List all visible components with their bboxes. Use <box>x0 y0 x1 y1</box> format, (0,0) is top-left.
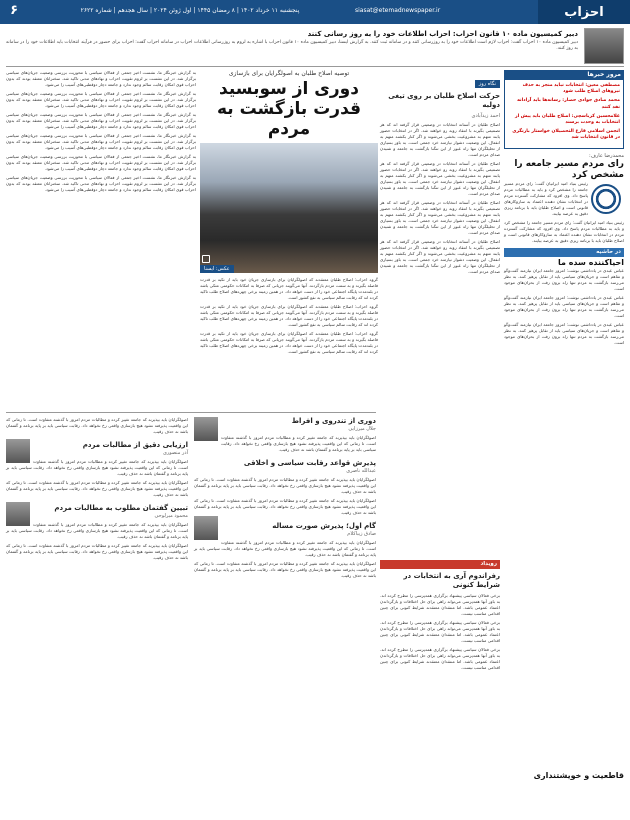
date-line: پنجشنبه ۱۱ خرداد ۱۴۰۲ | ۸ رمضان ۱۴۴۵ | اول ژوئن ۲۰۲۴ | سال هجدهم | شماره ۲۶۲۲ <box>80 7 300 14</box>
opinion-body: اصولگرایان باید بپذیرند که جامعه تغییر کرده و مطالبات مردم امروز با گذشته متفاوت است. تا زمانی که این واقعیت پذیرفته نشود هیچ بازسازی واقعی رخ نخواهد داد. رقابت سیاسی باید بر پایه برنامه و گفتمان باشد نه حذف رقیب. <box>194 498 376 515</box>
news-item[interactable]: غلامحسین کرباسچی: اصلاح طلبان باید پیش از انتخابات به وحدت برسند <box>514 113 620 126</box>
left-body: به گزارش خبرنگار ما، نشست اخیر جمعی از فعالان سیاسی با محوریت بررسی وضعیت جریان‌های سیاسی برگزار شد. در این نشست بر لزوم تقویت احزاب و نهادهای مدنی تاکید شد. سخنرانان معتقد بودند که بدون احزاب قوی امکان رقابت سالم وجود ندارد و جامعه دچار دوقطبی‌های آسیب زا می‌شود. <box>6 70 196 87</box>
column-tag: نگاه روز <box>475 80 500 88</box>
article-body: عباس عبدی در یادداشتی نوشت: امروز جامعه ایران نیازمند گفت‌وگو و تفاهم است و جریان‌های سیاسی باید از تقابل پرهیز کنند. به نظر می‌رسد بازگشت به مردم تنها راه برون رفت از بحران‌های موجود است. <box>504 294 624 318</box>
main-super-title: توصیه اصلاح طلبان به اصولگرایان برای بازسازی <box>228 70 350 77</box>
column-title[interactable]: حرکت اصلاح طلبان بر روی تیغی دولبه <box>388 92 500 109</box>
news-box-title: مرور خبرها <box>504 70 624 80</box>
news-item[interactable]: انجمن اسلامی فارغ التحصیلان خواستار بازنگری در قانون انتخابات شد <box>512 129 620 141</box>
opinion-title[interactable]: ارزیابی دقیق از مطالبات مردم <box>82 441 188 449</box>
column-body: اصلاح طلبان در آستانه انتخابات در وضعیتی قرار گرفته اند که هر تصمیمی بگیرند با انتقاد روبه رو خواهند شد. اگر در انتخابات حضور یابند متهم به مشروعیت بخشی می‌شوند و اگر کنار بکشند متهم به انفعال. این وضعیت دشوار نیازمند خرد جمعی است. به باور بسیاری از تحلیلگران تنها راه عبور از این تنگنا بازگشت به جامعه و شنیدن صدای مردم است. <box>380 122 500 157</box>
main-body: گروه احزاب: اصلاح طلبان معتقدند که اصولگرایان برای بازسازی جریان خود باید از تکیه بر قدرت فاصله بگیرند و به سمت مردم بازگردند. آنها می‌گویند جریانی که صرفا به امکانات حکومتی متکی باشد در بلندمدت پایگاه اجتماعی خود را از دست خواهد داد. در همین زمینه برخی چهره‌های اصلاح طلب تاکید کرده اند که رقابت سالم سیاسی به نفع کشور است. <box>199 304 378 327</box>
photo-caption: عکس: ایسنا <box>200 265 234 273</box>
opinion-author: محمود میرلوحی <box>154 513 188 519</box>
opinion-body: اصولگرایان باید بپذیرند که جامعه تغییر کرده و مطالبات مردم امروز با گذشته متفاوت است. تا زمانی که این واقعیت پذیرفته نشود هیچ بازسازی واقعی رخ نخواهد داد. رقابت سیاسی باید بر پایه برنامه و گفتمان باشد نه حذف رقیب. <box>194 477 376 494</box>
main-headline[interactable]: دوری از سوبسید قدرت بازگشت به مردم <box>216 79 362 139</box>
summary-headline: دبیر کمیسیون ماده ۱۰ قانون احزاب: احزاب اطلاعات خود را به روز رسانی کنند <box>307 30 578 38</box>
bottom-article <box>504 770 624 781</box>
article-title[interactable]: احیاکننده سده ما <box>557 257 624 267</box>
opinion-body: اصولگرایان باید بپذیرند که جامعه تغییر کرده و مطالبات مردم امروز با گذشته متفاوت است. تا زمانی که این واقعیت پذیرفته نشود هیچ بازسازی واقعی رخ نخواهد داد. رقابت سیاسی باید بر پایه برنامه و گفتمان باشد نه حذف رقیب. <box>6 480 188 497</box>
opinion-body: اصولگرایان باید بپذیرند که جامعه تغییر کرده و مطالبات مردم امروز با گذشته متفاوت است. تا زمانی که این واقعیت پذیرفته نشود هیچ بازسازی واقعی رخ نخواهد داد. رقابت سیاسی باید بر پایه برنامه و گفتمان باشد نه حذف رقیب. <box>194 561 376 578</box>
column-author: احمد زیدآبادی <box>471 113 500 119</box>
divider <box>6 66 624 67</box>
main-article <box>200 70 378 355</box>
left-column <box>6 70 196 193</box>
opinion-body: اصولگرایان باید بپذیرند که جامعه تغییر کرده و مطالبات مردم امروز با گذشته متفاوت است. تا زمانی که این واقعیت پذیرفته نشود هیچ بازسازی واقعی رخ نخواهد داد. رقابت سیاسی باید بر پایه برنامه و گفتمان باشد نه حذف رقیب. <box>6 417 188 434</box>
author-photo <box>194 417 218 441</box>
opinion-author: صادق زیباکلام <box>347 531 376 537</box>
email-address[interactable]: siasat@etemadnewspaper.ir <box>355 7 441 14</box>
left-body: به گزارش خبرنگار ما، نشست اخیر جمعی از فعالان سیاسی با محوریت بررسی وضعیت جریان‌های سیاسی برگزار شد. در این نشست بر لزوم تقویت احزاب و نهادهای مدنی تاکید شد. سخنرانان معتقد بودند که بدون احزاب قوی امکان رقابت سالم وجود ندارد و جامعه دچار دوقطبی‌های آسیب زا می‌شود. <box>6 133 196 150</box>
column-body: اصلاح طلبان در آستانه انتخابات در وضعیتی قرار گرفته اند که هر تصمیمی بگیرند با انتقاد روبه رو خواهند شد. اگر در انتخابات حضور یابند متهم به مشروعیت بخشی می‌شوند و اگر کنار بکشند متهم به انفعال. این وضعیت دشوار نیازمند خرد جمعی است. به باور بسیاری از تحلیلگران تنها راه عبور از این تنگنا بازگشت به جامعه و شنیدن صدای مردم است. <box>380 239 500 274</box>
event-strip: رویداد <box>380 560 500 569</box>
section-strip: در حاشیه <box>504 248 624 257</box>
opinion-title[interactable]: گام اول؛ پذیرش صورت مساله <box>272 522 376 530</box>
opinion-body: اصولگرایان باید بپذیرند که جامعه تغییر کرده و مطالبات مردم امروز با گذشته متفاوت است. تا زمانی که این واقعیت پذیرفته نشود هیچ بازسازی واقعی رخ نخواهد داد. رقابت سیاسی باید بر پایه برنامه و گفتمان باشد نه حذف رقیب. <box>221 435 376 452</box>
column-body: اصلاح طلبان در آستانه انتخابات در وضعیتی قرار گرفته اند که هر تصمیمی بگیرند با انتقاد روبه رو خواهند شد. اگر در انتخابات حضور یابند متهم به مشروعیت بخشی می‌شوند و اگر کنار بکشند متهم به انفعال. این وضعیت دشوار نیازمند خرد جمعی است. به باور بسیاری از تحلیلگران تنها راه عبور از این تنگنا بازگشت به جامعه و شنیدن صدای مردم است. <box>380 200 500 235</box>
bottom-title[interactable]: قاطعیت و خویشتنداری <box>533 771 624 780</box>
left-body: به گزارش خبرنگار ما، نشست اخیر جمعی از فعالان سیاسی با محوریت بررسی وضعیت جریان‌های سیاسی برگزار شد. در این نشست بر لزوم تقویت احزاب و نهادهای مدنی تاکید شد. سخنرانان معتقد بودند که بدون احزاب قوی امکان رقابت سالم وجود ندارد و جامعه دچار دوقطبی‌های آسیب زا می‌شود. <box>6 154 196 171</box>
author-photo <box>6 439 30 463</box>
author-photo <box>194 516 218 540</box>
article-subhead: محمدرضا عارف: <box>589 152 624 159</box>
left-body: به گزارش خبرنگار ما، نشست اخیر جمعی از فعالان سیاسی با محوریت بررسی وضعیت جریان‌های سیاسی برگزار شد. در این نشست بر لزوم تقویت احزاب و نهادهای مدنی تاکید شد. سخنرانان معتقد بودند که بدون احزاب قوی امکان رقابت سالم وجود ندارد و جامعه دچار دوقطبی‌های آسیب زا می‌شود. <box>6 91 196 108</box>
camera-icon <box>202 255 210 263</box>
article-body: رئیس بنیاد امید ایرانیان گفت: رای مردم مسیر جامعه را مشخص کرد و باید به مطالبات مردم پاسخ داد. وی افزود که مشارکت گسترده مردم در انتخابات نشان دهنده اعتماد به سازوکارهای قانونی است و اصلاح طلبان باید با برنامه ریزی دقیق به عرصه بیایند. <box>504 219 624 243</box>
opinion-author: آذر منصوری <box>162 450 188 456</box>
main-photo <box>200 143 378 273</box>
opinions-block <box>6 412 376 579</box>
opinion-author: جلال میرزایی <box>348 426 376 432</box>
summary-body: دبیر کمیسیون ماده ۱۰ احزاب گفت: احزاب لازم است اطلاعات خود را به روزرسانی کنند و در سامانه ثبت کنند. به گزارش ایسنا، دبیر کمیسیون ماده ۱۰ قانون احزاب با اشاره به لزوم به روزرسانی اطلاعات احزاب در سامانه احزاب گفت: احزاب برای حضور در فرآیند انتخابات باید اطلاعات خود را در سامانه به روز کنند. <box>6 40 579 51</box>
party-logo-icon <box>591 184 621 214</box>
opinion-author: عبدالله ناصری <box>346 468 376 474</box>
divider <box>6 412 376 413</box>
opinion-title[interactable]: تبیین گفتمان مطلوب به مطالبات مردم <box>54 504 188 512</box>
news-item[interactable]: مصطفی معین: انتخابات نباید منجر به حذف نیروهای اصلاح طلب شود <box>522 83 620 95</box>
event-column <box>380 560 500 671</box>
right-column <box>504 70 624 346</box>
event-body: برخی فعالان سیاسی پیشنهاد برگزاری همه‌پرسی را مطرح کرده اند. به باور آنها همه‌پرسی می‌تواند راهی برای حل اختلافات و بازگرداندن اعتماد عمومی باشد. اما منتقدان معتقدند شرایط کنونی برای چنین اقدامی مناسب نیست. <box>380 620 500 643</box>
opinion-body: اصولگرایان باید بپذیرند که جامعه تغییر کرده و مطالبات مردم امروز با گذشته متفاوت است. تا زمانی که این واقعیت پذیرفته نشود هیچ بازسازی واقعی رخ نخواهد داد. رقابت سیاسی باید بر پایه برنامه و گفتمان باشد نه حذف رقیب. <box>6 543 188 560</box>
opinion-title[interactable]: دوری از تندروی و افراط <box>291 417 376 425</box>
article-body: رئیس بنیاد امید ایرانیان گفت: رای مردم مسیر جامعه را مشخص کرد و باید به مطالبات مردم پاسخ داد. وی افزود که مشارکت گسترده مردم در انتخابات نشان دهنده اعتماد به سازوکارهای قانونی است و اصلاح طلبان باید با برنامه ریزی دقیق به عرصه بیایند. <box>504 180 588 216</box>
author-photo <box>6 502 30 526</box>
column-body: اصلاح طلبان در آستانه انتخابات در وضعیتی قرار گرفته اند که هر تصمیمی بگیرند با انتقاد روبه رو خواهند شد. اگر در انتخابات حضور یابند متهم به مشروعیت بخشی می‌شوند و اگر کنار بکشند متهم به انفعال. این وضعیت دشوار نیازمند خرد جمعی است. به باور بسیاری از تحلیلگران تنها راه عبور از این تنگنا بازگشت به جامعه و شنیدن صدای مردم است. <box>380 161 500 196</box>
opinion-body: اصولگرایان باید بپذیرند که جامعه تغییر کرده و مطالبات مردم امروز با گذشته متفاوت است. تا زمانی که این واقعیت پذیرفته نشود هیچ بازسازی واقعی رخ نخواهد داد. رقابت سیاسی باید بر پایه برنامه و گفتمان باشد نه حذف رقیب. <box>194 540 376 557</box>
summary-block <box>6 30 578 62</box>
event-body: برخی فعالان سیاسی پیشنهاد برگزاری همه‌پرسی را مطرح کرده اند. به باور آنها همه‌پرسی می‌تواند راهی برای حل اختلافات و بازگرداندن اعتماد عمومی باشد. اما منتقدان معتقدند شرایط کنونی برای چنین اقدامی مناسب نیست. <box>380 593 500 616</box>
page-number: ۶ <box>10 3 18 18</box>
article-body: عباس عبدی در یادداشتی نوشت: امروز جامعه ایران نیازمند گفت‌وگو و تفاهم است و جریان‌های سیاسی باید از تقابل پرهیز کنند. به نظر می‌رسد بازگشت به مردم تنها راه برون رفت از بحران‌های موجود است. <box>504 321 624 345</box>
left-body: به گزارش خبرنگار ما، نشست اخیر جمعی از فعالان سیاسی با محوریت بررسی وضعیت جریان‌های سیاسی برگزار شد. در این نشست بر لزوم تقویت احزاب و نهادهای مدنی تاکید شد. سخنرانان معتقد بودند که بدون احزاب قوی امکان رقابت سالم وجود ندارد و جامعه دچار دوقطبی‌های آسیب زا می‌شود. <box>6 175 196 192</box>
article-body: عباس عبدی در یادداشتی نوشت: امروز جامعه ایران نیازمند گفت‌وگو و تفاهم است و جریان‌های سیاسی باید از تقابل پرهیز کنند. به نظر می‌رسد بازگشت به مردم تنها راه برون رفت از بحران‌های موجود است. <box>504 267 624 291</box>
article-title[interactable]: رای مردم مسیر جامعه را مشخص کرد <box>514 158 624 180</box>
section-title: احزاب <box>538 0 630 24</box>
left-body: به گزارش خبرنگار ما، نشست اخیر جمعی از فعالان سیاسی با محوریت بررسی وضعیت جریان‌های سیاسی برگزار شد. در این نشست بر لزوم تقویت احزاب و نهادهای مدنی تاکید شد. سخنرانان معتقد بودند که بدون احزاب قوی امکان رقابت سالم وجود ندارد و جامعه دچار دوقطبی‌های آسیب زا می‌شود. <box>6 112 196 129</box>
opinion-title[interactable]: پذیرش قواعد رقابت سیاسی و اخلاقی <box>243 459 376 467</box>
news-item[interactable]: محمد صادق جوادی حصار: رسانه‌ها باید آزادانه نقد کنند <box>517 98 620 110</box>
opinion-body: اصولگرایان باید بپذیرند که جامعه تغییر کرده و مطالبات مردم امروز با گذشته متفاوت است. تا زمانی که این واقعیت پذیرفته نشود هیچ بازسازی واقعی رخ نخواهد داد. رقابت سیاسی باید بر پایه برنامه و گفتمان باشد نه حذف رقیب. <box>6 522 188 539</box>
opinion-body: اصولگرایان باید بپذیرند که جامعه تغییر کرده و مطالبات مردم امروز با گذشته متفاوت است. تا زمانی که این واقعیت پذیرفته نشود هیچ بازسازی واقعی رخ نخواهد داد. رقابت سیاسی باید بر پایه برنامه و گفتمان باشد نه حذف رقیب. <box>6 459 188 476</box>
author-photo <box>584 28 624 64</box>
event-body: برخی فعالان سیاسی پیشنهاد برگزاری همه‌پرسی را مطرح کرده اند. به باور آنها همه‌پرسی می‌تواند راهی برای حل اختلافات و بازگرداندن اعتماد عمومی باشد. اما منتقدان معتقدند شرایط کنونی برای چنین اقدامی مناسب نیست. <box>380 647 500 670</box>
news-list <box>504 80 624 149</box>
event-title[interactable]: رفراندوم آری به انتخابات در شرایط کنونی <box>403 572 500 589</box>
main-body: گروه احزاب: اصلاح طلبان معتقدند که اصولگرایان برای بازسازی جریان خود باید از تکیه بر قدرت فاصله بگیرند و به سمت مردم بازگردند. آنها می‌گویند جریانی که صرفا به امکانات حکومتی متکی باشد در بلندمدت پایگاه اجتماعی خود را از دست خواهد داد. در همین زمینه برخی چهره‌های اصلاح طلب تاکید کرده اند که رقابت سالم سیاسی به نفع کشور است. <box>199 277 378 300</box>
main-body: گروه احزاب: اصلاح طلبان معتقدند که اصولگرایان برای بازسازی جریان خود باید از تکیه بر قدرت فاصله بگیرند و به سمت مردم بازگردند. آنها می‌گویند جریانی که صرفا به امکانات حکومتی متکی باشد در بلندمدت پایگاه اجتماعی خود را از دست خواهد داد. در همین زمینه برخی چهره‌های اصلاح طلب تاکید کرده اند که رقابت سالم سیاسی به نفع کشور است. <box>199 331 378 354</box>
opinion-column <box>380 70 500 275</box>
